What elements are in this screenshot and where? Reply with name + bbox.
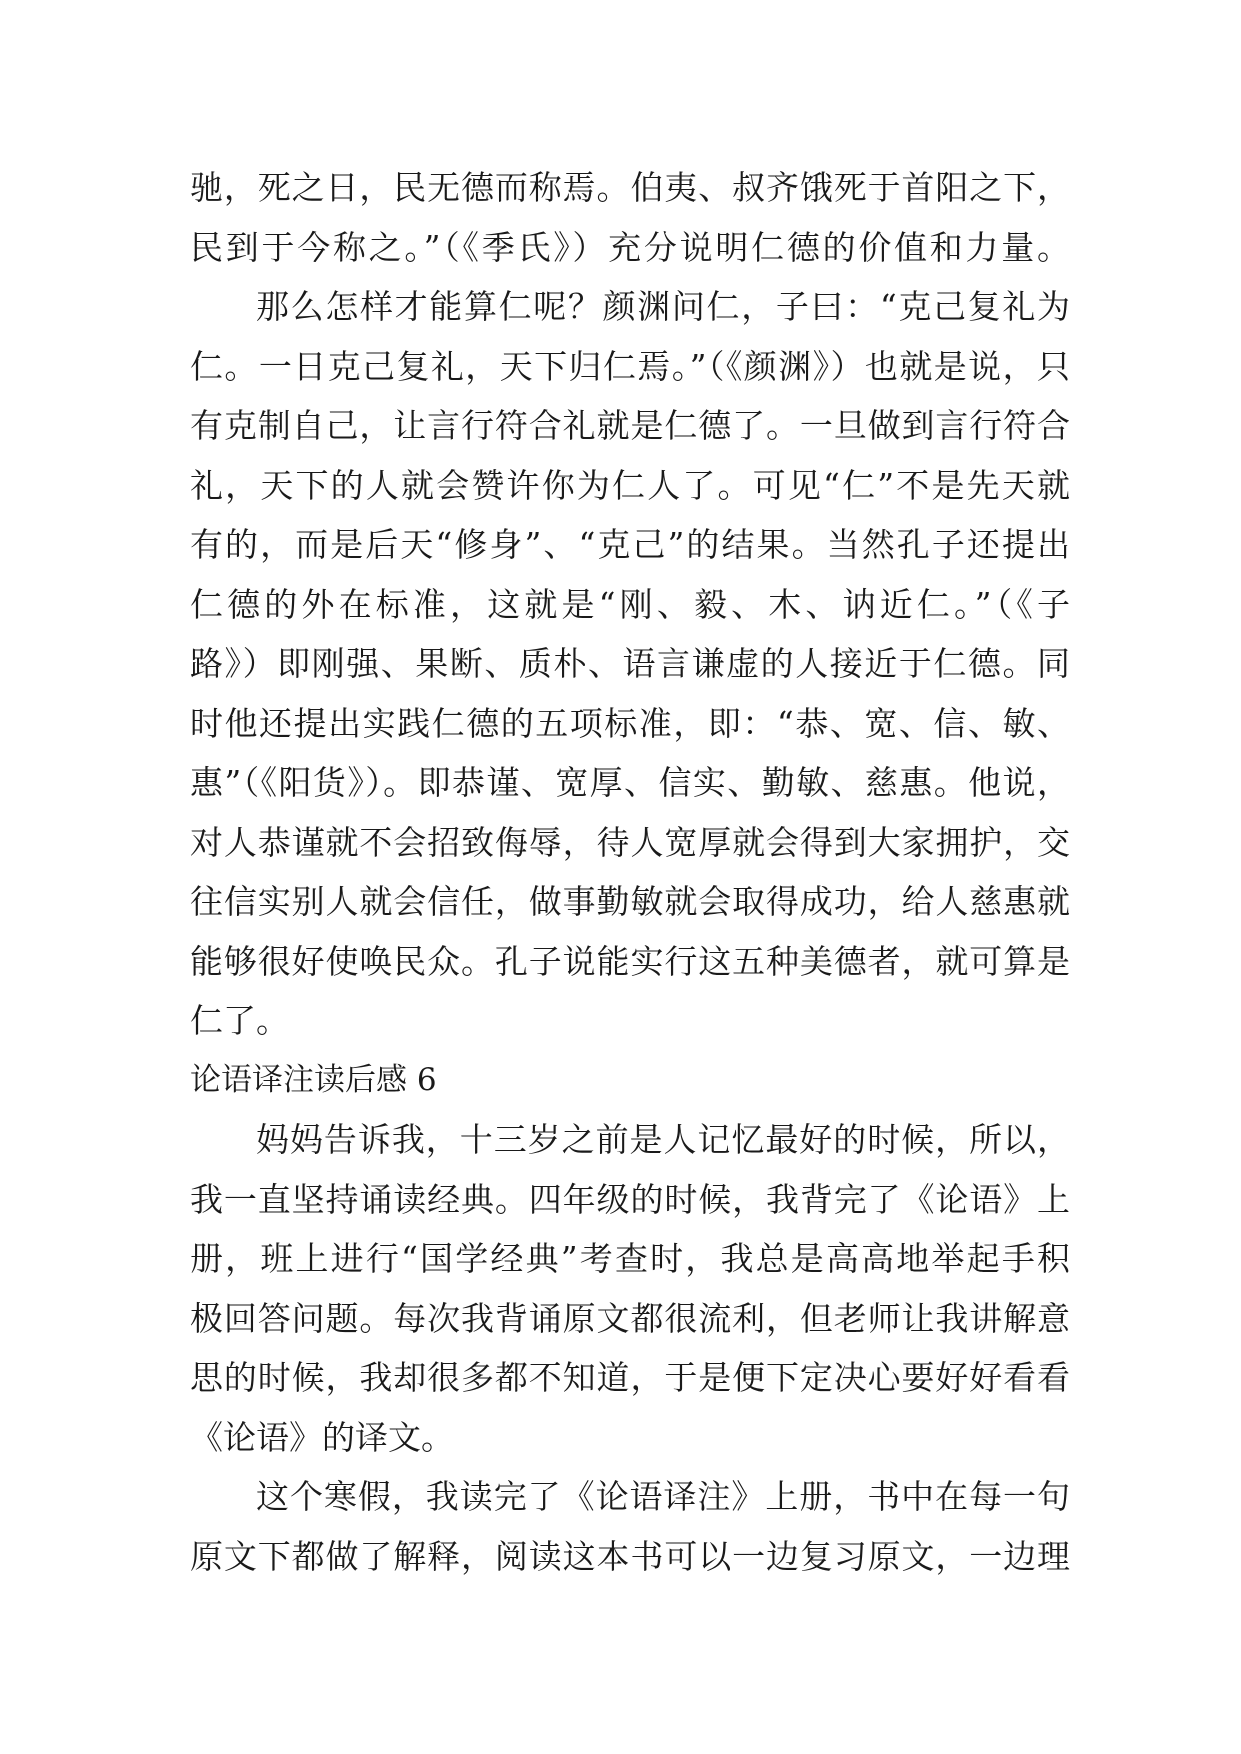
text-line: 册，班上进行“国学经典”考查时，我总是高高地举起手积 bbox=[190, 1239, 1070, 1278]
text-line: 民到于今称之。”（《季氏》）充分说明仁德的价值和力量。 bbox=[190, 227, 1070, 267]
paragraph-end-line: 仁了。 bbox=[190, 1001, 289, 1040]
text-line: 时他还提出实践仁德的五项标准，即：“恭、宽、信、敏、 bbox=[190, 703, 1070, 743]
text-line: 仁德的外在标准，这就是“刚、毅、木、讷近仁。”（《子 bbox=[190, 584, 1070, 624]
paragraph-start-line: 这个寒假，我读完了《论语译注》上册，书中在每一句 bbox=[256, 1477, 1070, 1516]
paragraph-end-line: 《论语》的译文。 bbox=[190, 1417, 454, 1457]
text-line: 我一直坚持诵读经典。四年级的时候，我背完了《论语》上 bbox=[190, 1179, 1070, 1219]
document-body bbox=[190, 158, 1070, 1586]
section-heading: 论语译注读后感 6 bbox=[190, 1061, 437, 1098]
text-line: 思的时候，我却很多都不知道，于是便下定决心要好好看看 bbox=[190, 1358, 1070, 1397]
text-line: 有克制自己，让言行符合礼就是仁德了。一旦做到言行符合 bbox=[190, 406, 1070, 445]
text-line: 对人恭谨就不会招致侮辱，待人宽厚就会得到大家拥护，交 bbox=[190, 822, 1070, 862]
text-line: 礼，天下的人就会赞许你为仁人了。可见“仁”不是先天就 bbox=[190, 465, 1070, 505]
text-line: 极回答问题。每次我背诵原文都很流利，但老师让我讲解意 bbox=[190, 1298, 1070, 1338]
text-line: 原文下都做了解释，阅读这本书可以一边复习原文，一边理 bbox=[190, 1536, 1070, 1576]
text-line: 仁。一日克己复礼，天下归仁焉。”（《颜渊》）也就是说，只 bbox=[190, 346, 1070, 386]
text-line: 有的，而是后天“修身”、“克己”的结果。当然孔子还提出 bbox=[190, 525, 1070, 564]
text-line: 能够很好使唤民众。孔子说能实行这五种美德者，就可算是 bbox=[190, 941, 1070, 981]
text-line: 路》）即刚强、果断、质朴、语言谦虚的人接近于仁德。同 bbox=[190, 644, 1070, 683]
text-line: 惠”（《阳货》）。即恭谨、宽厚、信实、勤敏、慈惠。他说， bbox=[190, 763, 1070, 802]
text-line: 往信实别人就会信任，做事勤敏就会取得成功，给人慈惠就 bbox=[190, 882, 1070, 921]
paragraph-start-line: 妈妈告诉我，十三岁之前是人记忆最好的时候，所以， bbox=[256, 1120, 1070, 1159]
paragraph-start-line: 那么怎样才能算仁呢？颜渊问仁，子曰：“克己复礼为 bbox=[256, 287, 1070, 326]
text-line: 驰，死之日，民无德而称焉。伯夷、叔齐饿死于首阳之下， bbox=[190, 168, 1070, 207]
